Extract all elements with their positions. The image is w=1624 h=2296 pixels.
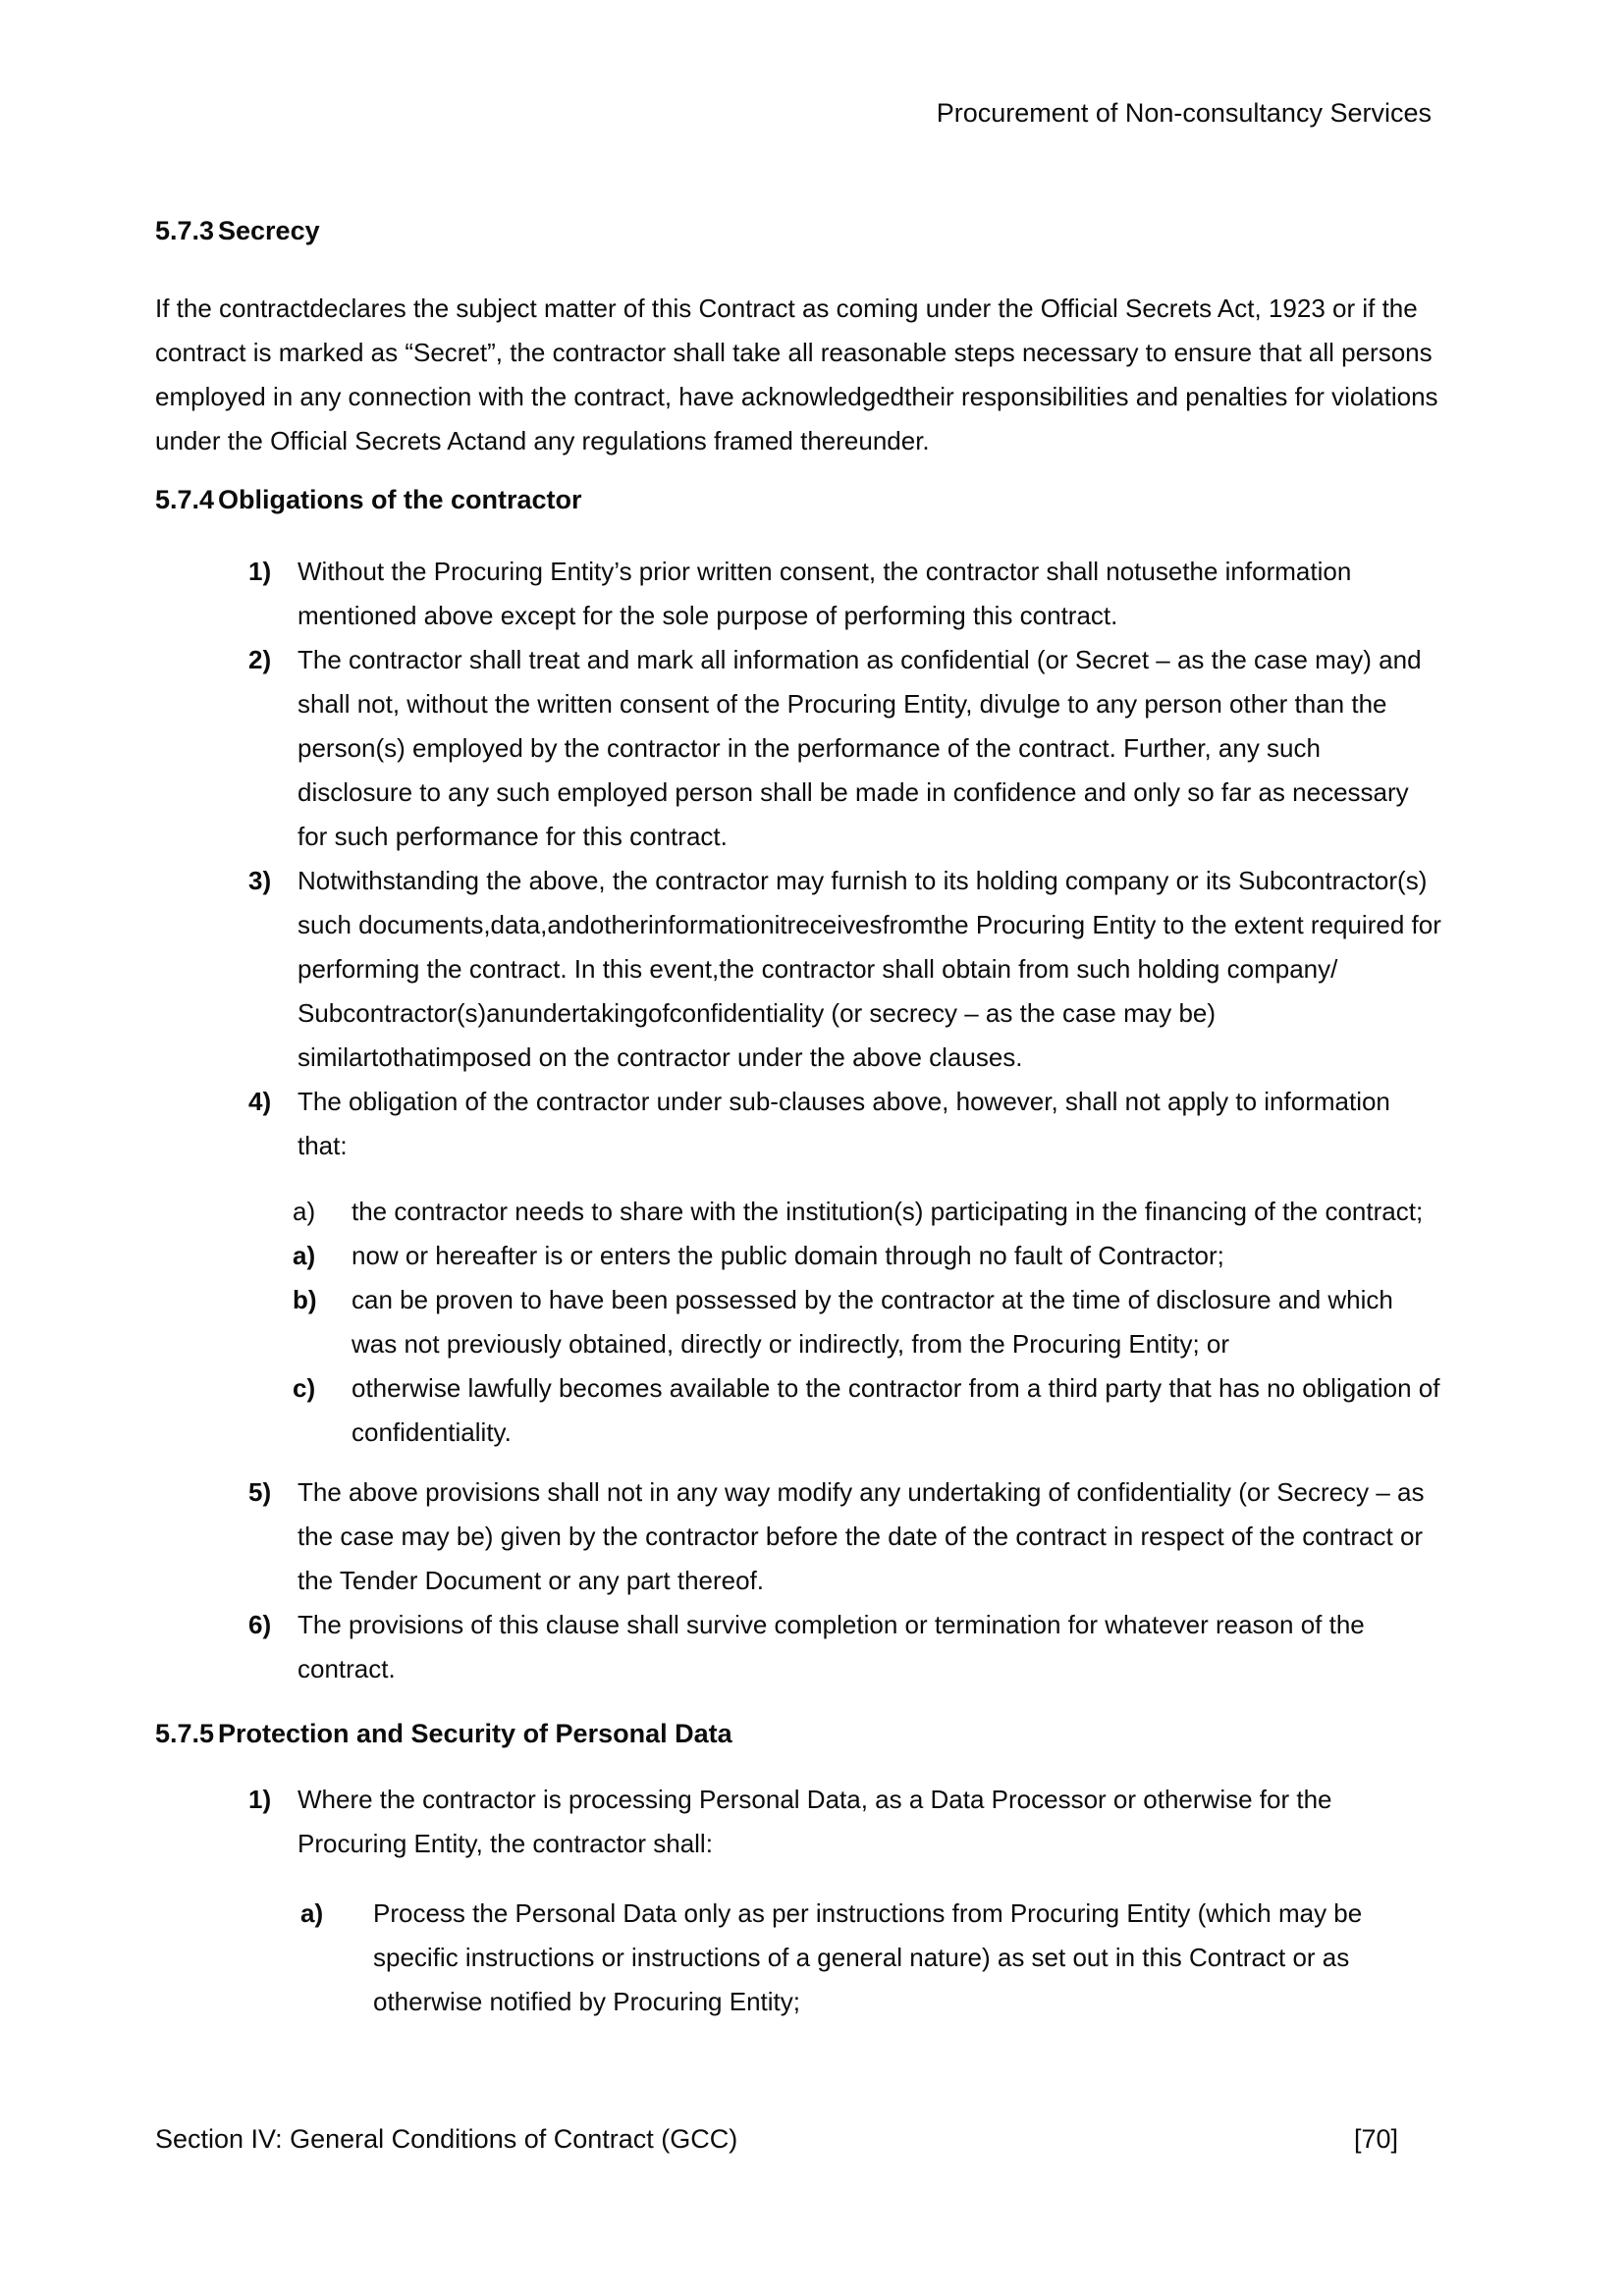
list-item bbox=[155, 550, 1441, 638]
list-marker: 6) bbox=[248, 1610, 272, 1639]
list-item-text: the contractor needs to share with the institution(s) participating in the financing of the contract; bbox=[352, 1197, 1424, 1226]
page-footer bbox=[155, 2122, 1441, 2156]
section-heading-5-7-4 bbox=[155, 483, 1441, 516]
list-marker: a) bbox=[293, 1241, 316, 1270]
list-item-text: The above provisions shall not in any way modify any undertaking of confidentiality (or Secrecy – as the case may be) given by the contractor before the date of the contract in respect of the contract or the Tender Document or any part thereof. bbox=[298, 1477, 1425, 1595]
list-item-text: The obligation of the contractor under sub-clauses above, however, shall not apply to information that: bbox=[298, 1087, 1390, 1160]
list-marker: b) bbox=[293, 1285, 317, 1314]
list-item-text: can be proven to have been possessed by the contractor at the time of disclosure and which was not previously obtained, directly or indirectly, from the Procuring Entity; or bbox=[352, 1285, 1393, 1359]
secrecy-paragraph: If the contractdeclares the subject matter of this Contract as coming under the Official Secrets Act, 1923 or if the contract is marked as “Secret”, the contractor shall take all reasonable steps necessary to ensure that all persons employed in any connection with the contract, have acknowledgedtheir responsibilities and penalties for violations under the Official Secrets Actand any regulations framed thereunder. bbox=[155, 294, 1438, 455]
list-item-text: now or hereafter is or enters the public domain through no fault of Contractor; bbox=[352, 1241, 1224, 1270]
page-header bbox=[155, 0, 1441, 130]
obligations-list-continued bbox=[155, 1470, 1441, 1691]
list-item-text: Without the Procuring Entity’s prior written consent, the contractor shall notusethe information mentioned above except for the sole purpose of performing this contract. bbox=[298, 557, 1352, 630]
section-title: Protection and Security of Personal Data bbox=[218, 1719, 732, 1748]
list-marker: 2) bbox=[248, 645, 272, 674]
section-heading-5-7-5 bbox=[155, 1717, 1441, 1750]
list-marker: 1) bbox=[248, 1785, 272, 1814]
list-marker: 4) bbox=[248, 1087, 272, 1116]
list-item bbox=[155, 1190, 1441, 1234]
obligations-list bbox=[155, 550, 1441, 1168]
list-item-text: Where the contractor is processing Personal Data, as a Data Processor or otherwise for the Procuring Entity, the contractor shall: bbox=[298, 1785, 1332, 1858]
footer-section-label: Section IV: General Conditions of Contract (GCC) bbox=[155, 2124, 738, 2154]
list-marker: 5) bbox=[248, 1477, 272, 1507]
page-number: [70] bbox=[1353, 2124, 1398, 2154]
page-content bbox=[155, 0, 1441, 2024]
header-title: Procurement of Non-consultancy Services bbox=[936, 98, 1432, 128]
list-item bbox=[155, 1470, 1441, 1603]
list-item-text: Notwithstanding the above, the contractor may furnish to its holding company or its Subcontractor(s) such documents,data,andotherinformationitreceivesfromthe Procuring Entity to the extent required for performing the contract. In this event,the contractor shall obtain from such holding company/ Subcontractor(s)anundertakingofconfidentiality (or secrecy – as the case may be) similartothatimposed on the contractor under the above clauses. bbox=[298, 866, 1441, 1072]
list-marker: a) bbox=[293, 1197, 316, 1226]
list-item bbox=[155, 859, 1441, 1080]
list-item-text: The contractor shall treat and mark all information as confidential (or Secret – as the case may) and shall not, without the written consent of the Procuring Entity, divulge to any person other than the person(s) employed by the contractor in the performance of the contract. Further, any such disclosure to any such employed person shall be made in confidence and only so far as necessary for such performance for this contract. bbox=[298, 645, 1422, 851]
list-item bbox=[155, 638, 1441, 859]
list-item bbox=[155, 1603, 1441, 1691]
list-marker: a) bbox=[300, 1898, 324, 1928]
list-item bbox=[155, 1892, 1441, 2024]
personal-data-sublist bbox=[155, 1892, 1441, 2024]
list-item bbox=[155, 1278, 1441, 1366]
list-marker: 3) bbox=[248, 866, 272, 895]
list-item bbox=[155, 1234, 1441, 1278]
list-item-text: Process the Personal Data only as per instructions from Procuring Entity (which may be specific instructions or instructions of a general nature) as set out in this Contract or as otherwise notified by Procuring Entity; bbox=[373, 1898, 1363, 2016]
list-item bbox=[155, 1366, 1441, 1455]
section-number: 5.7.4 bbox=[155, 485, 215, 514]
list-marker: c) bbox=[293, 1373, 316, 1403]
section-number: 5.7.5 bbox=[155, 1719, 215, 1748]
section-title: Obligations of the contractor bbox=[218, 485, 582, 514]
obligations-sublist bbox=[155, 1190, 1441, 1455]
list-marker: 1) bbox=[248, 557, 272, 586]
list-item-text: otherwise lawfully becomes available to the contractor from a third party that has no obligation of confidentiality. bbox=[352, 1373, 1440, 1447]
list-item bbox=[155, 1778, 1441, 1866]
section-number: 5.7.3 bbox=[155, 216, 215, 245]
list-item-text: The provisions of this clause shall survive completion or termination for whatever reason of the contract. bbox=[298, 1610, 1365, 1683]
list-item bbox=[155, 1080, 1441, 1168]
section-heading-5-7-3 bbox=[155, 214, 1441, 247]
personal-data-list bbox=[155, 1778, 1441, 1866]
section-title: Secrecy bbox=[218, 216, 320, 245]
